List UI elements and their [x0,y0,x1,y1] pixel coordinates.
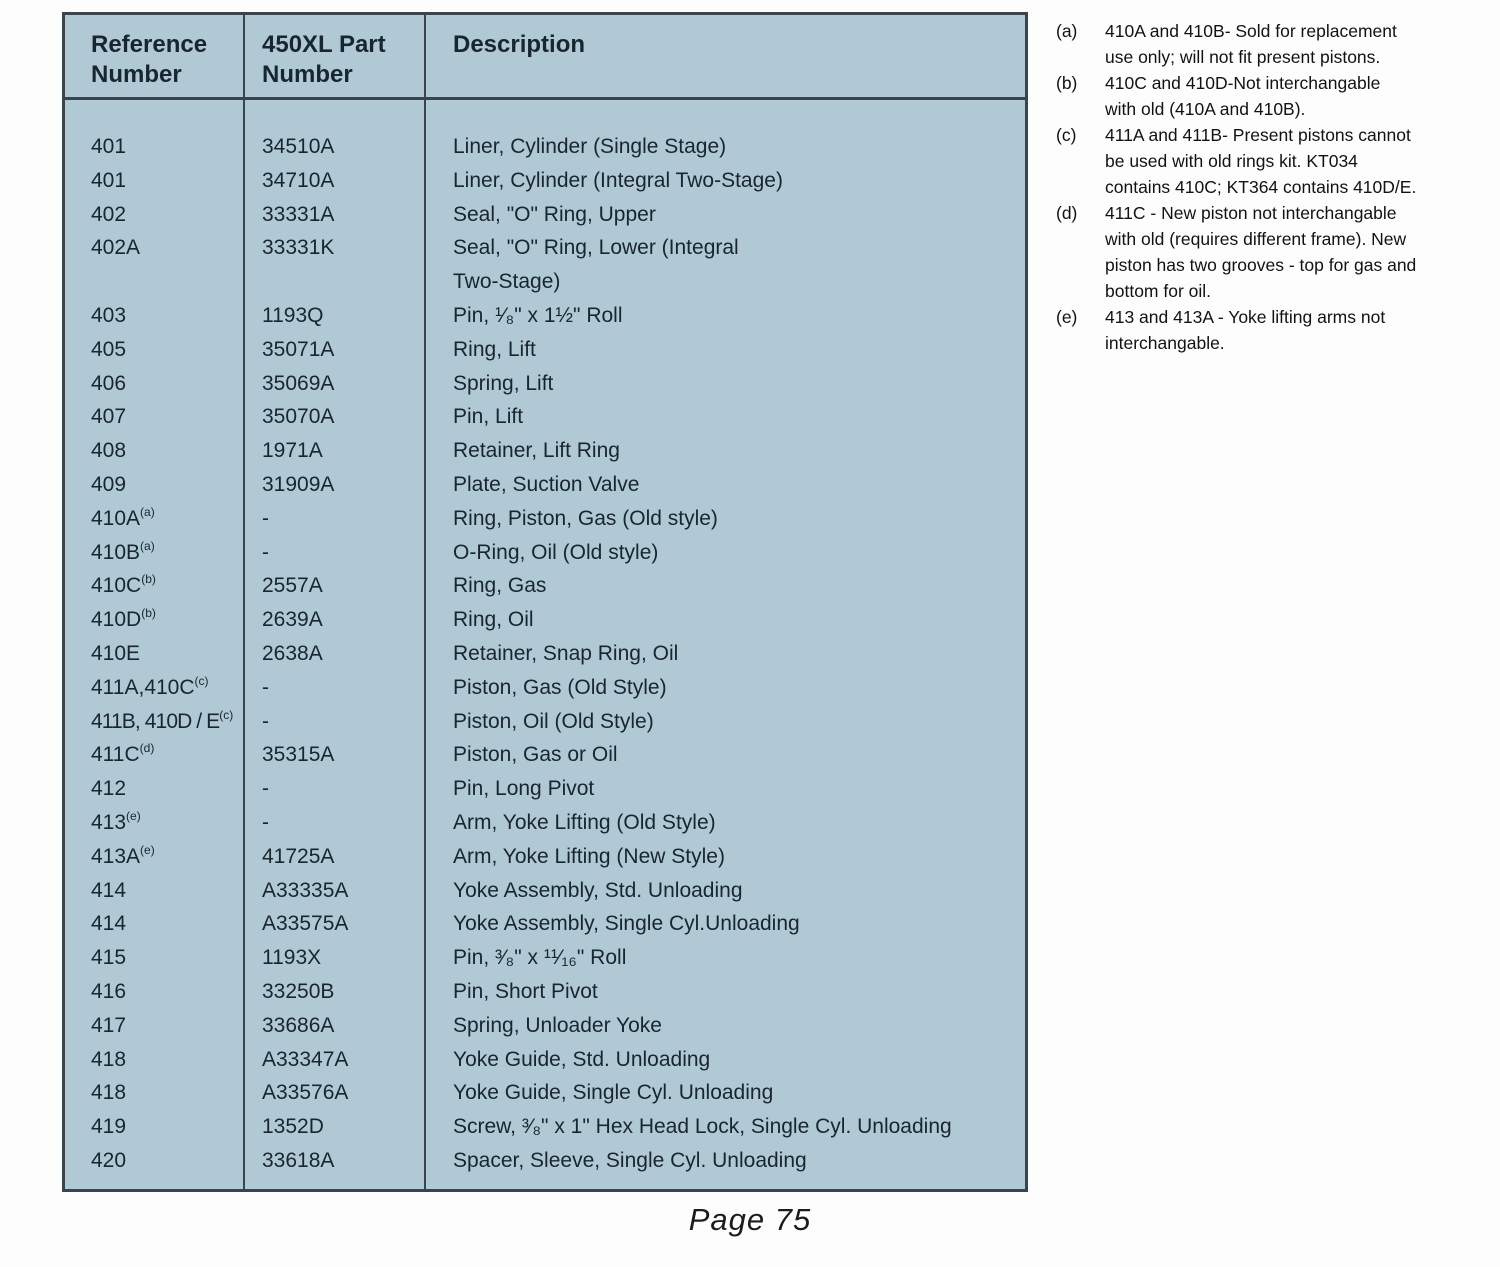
table-row [65,1110,1025,1144]
table-row [65,130,1025,164]
description-cell: Piston, Gas (Old Style) [453,675,667,699]
part-number-cell: 34710A [262,168,335,192]
table-row [65,1076,1025,1110]
reference-number-cell: $410C^{(b)}$ [91,572,156,598]
description-cell: Yoke Guide, Single Cyl. Unloading [453,1081,774,1105]
part-number-cell: 41725A [262,844,335,868]
table-row [65,1043,1025,1077]
reference-number-cell: 416 [91,979,127,1003]
table-row [65,941,1025,975]
part-number-cell: 34510A [262,135,335,158]
footnote-text: 410A and 410B- Sold for replacement use only; will not fit present pistons. [1105,21,1397,67]
reference-number-cell: 417 [91,1013,127,1037]
footnote-label: (b) [1056,73,1078,93]
table-row [65,705,1025,739]
description-cell: Ring, Oil [453,608,534,632]
part-number-cell: 33686A [262,1013,335,1037]
reference-number-cell: $410A^{(a)}$ [91,504,155,530]
description-cell: Liner, Cylinder (Single Stage) [453,135,727,158]
reference-number-cell: 414 [91,878,127,902]
header-divider [65,97,1025,100]
reference-number-cell: 412 [91,777,127,801]
table-row [65,806,1025,840]
part-number-cell: - [262,810,269,834]
reference-number-cell: 413$^{(e)}$ [91,808,141,834]
table-row [65,1009,1025,1043]
reference-number-cell: 414 [91,912,127,936]
description-cell: Liner, Cylinder (Integral Two-Stage) [453,168,783,192]
reference-number-cell: 415 [91,946,127,970]
footnote-label: (a) [1056,21,1078,41]
description-cell: Retainer, Snap Ring, Oil [453,641,679,665]
reference-number-cell: 410E [91,641,141,665]
table-row [65,468,1025,502]
header-part-number: 450XL Part Number [262,31,386,88]
footnote-label: (d) [1056,203,1078,223]
reference-number-cell: 405 [91,337,127,361]
part-number-cell: 35071A [262,337,335,361]
reference-number-cell: 420 [91,1148,127,1172]
table-header-row [65,15,1025,100]
part-number-cell: 35315A [262,743,335,767]
footnote [1056,122,1480,200]
description-cell: Seal, "O" Ring, Lower (Integral Two-Stage) [453,236,739,294]
description-cell: Ring, Lift [453,337,536,361]
part-number-cell: 2557A [262,574,323,598]
part-number-cell: - [262,540,269,564]
part-number-cell: 33250B [262,979,335,1003]
part-number-cell: 1193X [262,946,322,970]
table-row [65,367,1025,401]
description-cell: Piston, Oil (Old Style) [453,709,654,733]
table-row [65,164,1025,198]
table-row [65,637,1025,671]
description-cell: Spring, Lift [453,371,554,395]
table-row [65,536,1025,570]
reference-number-cell: $410D^{(b)}$ [91,606,156,632]
footnote-text: 411C - New piston not interchangable with old (requires different frame). New piston has two grooves - top for gas and bottom for oil. [1105,203,1417,301]
part-number-cell: 2638A [262,641,323,665]
part-number-cell: 35069A [262,371,335,395]
column-divider [424,15,426,1189]
footnotes-panel [1056,18,1480,356]
description-cell: Yoke Assembly, Single Cyl.Unloading [453,912,800,936]
description-cell: Spacer, Sleeve, Single Cyl. Unloading [453,1148,807,1172]
description-cell: Seal, "O" Ring, Upper [453,202,656,226]
reference-number-cell: 403 [91,303,127,327]
page-number: Page 75 [688,1202,812,1237]
reference-number-cell: 402 [91,202,127,226]
description-cell: Pin, ¹⁄₈" x 1½" Roll [453,303,623,327]
part-number-cell: 33618A [262,1148,335,1172]
part-number-cell: 1971A [262,439,323,463]
table-row [65,198,1025,232]
reference-number-cell: 408 [91,439,127,463]
reference-number-cell: 406 [91,371,127,395]
table-row [65,502,1025,536]
table-row [65,1144,1025,1178]
part-number-cell: 2639A [262,608,323,632]
description-cell: Pin, ³⁄₈" x ¹¹⁄₁₆" Roll [453,946,627,970]
part-number-cell: 33331A [262,202,335,226]
description-cell: Arm, Yoke Lifting (New Style) [453,844,725,868]
footnote-label: (e) [1056,307,1078,327]
reference-number-cell: $410B^{(a)}$ [91,538,155,564]
table-row [65,299,1025,333]
description-cell: O-Ring, Oil (Old style) [453,540,659,564]
description-cell: Retainer, Lift Ring [453,439,620,463]
part-number-cell: 33331K [262,236,335,260]
table-row [65,569,1025,603]
reference-number-cell: 419 [91,1115,127,1139]
part-number-cell: A33576A [262,1081,349,1105]
description-cell: Spring, Unloader Yoke [453,1013,662,1037]
part-number-cell: A33347A [262,1047,349,1071]
header-reference-number: Reference Number [91,31,208,88]
description-cell: Plate, Suction Valve [453,472,640,496]
description-cell: Ring, Piston, Gas (Old style) [453,506,718,530]
table-row [65,772,1025,806]
table-row [65,738,1025,772]
footnote-text: 410C and 410D-Not interchangable with old (410A and 410B). [1105,73,1381,119]
reference-number-cell: 411B, $410D / E^{(c)}$ [91,707,234,733]
column-divider [243,15,245,1189]
reference-number-cell: 401 [91,168,127,192]
description-cell: Yoke Guide, Std. Unloading [453,1047,711,1071]
reference-number-cell: 407 [91,405,127,429]
description-cell: Yoke Assembly, Std. Unloading [453,878,743,902]
part-number-cell: - [262,777,269,801]
description-cell: Pin, Lift [453,405,524,429]
part-number-cell: - [262,709,269,733]
reference-number-cell: $411A,410C^{(c)}$ [91,673,209,699]
table-row [65,434,1025,468]
table-row [65,603,1025,637]
reference-number-cell: $411C^{(d)}$ [91,741,155,767]
reference-number-cell: 418 [91,1047,127,1071]
description-cell: Pin, Short Pivot [453,979,598,1003]
part-number-cell: 35070A [262,405,335,429]
footnote [1056,304,1480,356]
reference-number-cell: 409 [91,472,127,496]
description-cell: Ring, Gas [453,574,547,598]
reference-number-cell: 401 [91,135,127,158]
header-description: Description [453,31,586,58]
reference-number-cell: 402A [91,236,141,260]
part-number-cell: 31909A [262,472,335,496]
table-row [65,231,1025,299]
part-number-cell: 1352D [262,1115,324,1139]
description-cell: Arm, Yoke Lifting (Old Style) [453,810,716,834]
table-row [65,975,1025,1009]
table-row [65,907,1025,941]
reference-number-cell: 418 [91,1081,127,1105]
part-number-cell: - [262,506,269,530]
description-cell: Piston, Gas or Oil [453,743,618,767]
table-body [65,100,1025,1178]
footnote [1056,18,1480,70]
part-number-cell: A33335A [262,878,349,902]
table-row [65,333,1025,367]
part-number-cell: - [262,675,269,699]
footnote [1056,200,1480,304]
part-number-cell: A33575A [262,912,349,936]
table-row [65,400,1025,434]
table-row [65,671,1025,705]
description-cell: Pin, Long Pivot [453,777,595,801]
description-cell: Screw, ³⁄₈" x 1" Hex Head Lock, Single Cyl. Unloading [453,1115,952,1139]
footnote-text: 413 and 413A - Yoke lifting arms not interchangable. [1105,307,1386,353]
table-row [65,840,1025,874]
parts-table [62,12,1028,1192]
reference-number-cell: $413A^{(e)}$ [91,842,155,868]
part-number-cell: 1193Q [262,303,324,327]
footnote-text: 411A and 411B- Present pistons cannot be used with old rings kit. KT034 contains 410C; KT364 contains 410D/E. [1105,125,1417,197]
table-row [65,874,1025,908]
footnote [1056,70,1480,122]
footnote-label: (c) [1056,125,1077,145]
